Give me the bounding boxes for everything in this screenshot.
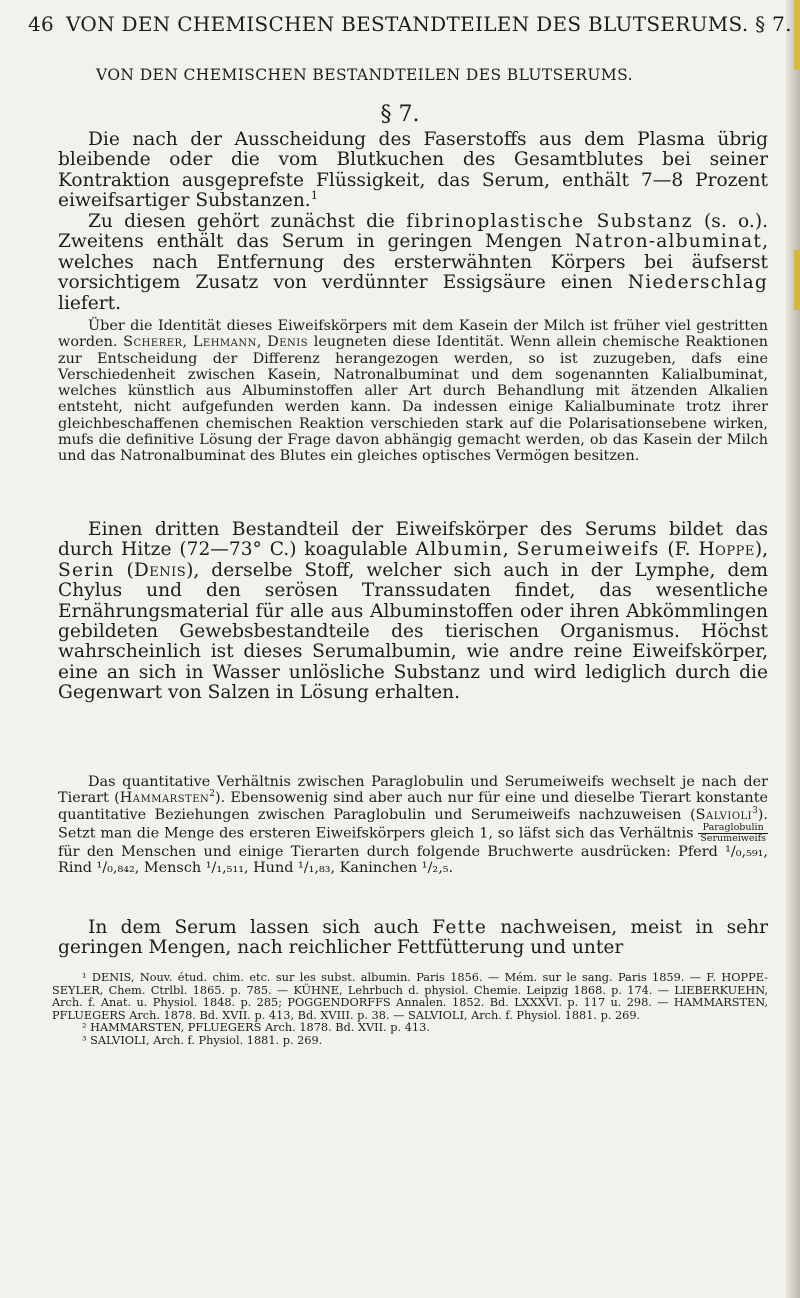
- footnotes: [52, 972, 768, 1048]
- fraction-denominator: Serumeiweifs: [700, 832, 766, 844]
- emphasis: Serumeiweifs: [516, 539, 660, 561]
- page-edge-mark: [794, 250, 800, 310]
- author-name: Hammarsten: [119, 790, 210, 807]
- page-edge: [786, 0, 800, 1298]
- page-edge-mark: [794, 0, 800, 70]
- author-name: Denis: [133, 559, 187, 581]
- fraction-numerator: Paraglobulin: [698, 823, 768, 834]
- section-heading: VON DEN CHEMISCHEN BESTANDTEILEN DES BLUTSERUMS.: [96, 66, 633, 84]
- ratio-fraction: [698, 823, 768, 844]
- paragraph-1: Die nach der Ausscheidung des Faserstoffs aus dem Plasma übrig bleibende oder die vom Blutkuchen des Gesamtblutes bei seiner Kontraktion ausgeprefste Flüssigkeit, das Serum, enthält 7—8 Prozent eiweifsartiger Substanzen.$^1$: [58, 129, 768, 212]
- page-number: 46: [28, 12, 55, 36]
- footnote-2: ² HAMMARSTEN, PFLUEGERS Arch. 1878. Bd. XVII. p. 413.: [82, 1021, 430, 1035]
- paragraph-4: In dem Serum lassen sich auch Fette nachweisen, meist in sehr geringen Mengen, nach reichlicher Fettfütterung und unter: [58, 917, 768, 959]
- footnote-ref: 2: [209, 789, 215, 800]
- footnote-3: ³ SALVIOLI, Arch. f. Physiol. 1881. p. 269.: [82, 1033, 323, 1047]
- paragraph-3: Einen dritten Bestandteil der Eiweifskörper des Serums bildet das durch Hitze (72—73° C.) koagulable Albumin, Serumeiweifs (F. Hoppe), Serin (Denis), derselbe Stoff, welcher sich auch in der Lymphe, dem Chylus und den serösen Transsudaten findet, das wesentliche Ernährungsmaterial für alle aus Albuminstoffen oder ihren Abkömmlingen gebildeten Gewebsbestandteile des tierischen Organismus. Höchst wahrscheinlich ist dieses Serumalbumin, wie andre reine Eiweifskörper, eine an sich in Wasser unlösliche Substanz und wird lediglich durch die Gegenwart von Salzen in Lösung erhalten.: [58, 519, 768, 704]
- author-name: Hoppe: [698, 539, 755, 561]
- emphasis: fibrinoplastische Substanz: [406, 211, 693, 232]
- footnote-1: ¹ DENIS, Nouv. étud. chim. etc. sur les subst. albumin. Paris 1856. — Mém. sur le sang. Paris 1859. — F. HOPPE-SEYLER, Chem. Ctrlbl. 1865. p. 785. — KÜHNE, Lehrbuch d. physiol. Chemie. Leipzig 1868. p. 174. — LIEBERKUEHN, Arch. f. Anat. u. Physiol. 1848. p. 285; POGGENDORFFS Annalen. 1852. Bd. LXXXVI. p. 117 u. 298. — HAMMARSTEN, PFLUEGERS Arch. 1878. Bd. XVII. p. 413, Bd. XVIII. p. 38. — SALVIOLI, Arch. f. Physiol. 1881. p. 269.: [52, 971, 768, 1022]
- author-name: Lehmann: [192, 334, 257, 351]
- author-name: Scherer: [123, 334, 183, 351]
- emphasis: Fette: [432, 917, 488, 938]
- footnote-ref: 1: [310, 188, 319, 203]
- running-head: [28, 8, 792, 40]
- small-print-note-2: Das quantitative Verhältnis zwischen Paraglobulin und Serumeiweifs wechselt je nach der Tierart (Hammarsten$^2$). Ebensowenig sind aber auch nur für eine und dieselbe Tierart konstante quantitative Beziehungen zwischen Paraglobulin und Serumeiweifs nachzuweisen (Salvioli$^3$). Setzt man die Menge des ersteren Eiweifskörpers gleich 1, so läfst sich das Verhältnis $\frac{\text{Paraglobulin}}{\text{Serumeiweifs}}$ für den Menschen und einige Tierarten durch folgende Bruchwerte ausdrücken: Pferd ¹/₀,₅₉₁, Rind ¹/₀,₈₄₂, Mensch ¹/₁,₅₁₁, Hund ¹/₁,₈₃, Kaninchen ¹/₂,₅.: [58, 774, 768, 877]
- paragraph-2: Zu diesen gehört zunächst die fibrinoplastische Substanz (s. o.). Zweitens enthält das Serum in geringen Mengen Natron-albuminat, welches nach Entfernung des ersterwähnten Körpers bei äufserst vorsichtigem Zusatz von verdünnter Essigsäure einen Niederschlag liefert.: [58, 211, 768, 314]
- emphasis: Natron-albuminat: [574, 231, 763, 253]
- section-number: § 7.: [380, 102, 420, 127]
- emphasis: Niederschlag: [627, 272, 768, 294]
- footnote-ref: 3: [752, 805, 758, 816]
- emphasis: Serin: [58, 559, 115, 581]
- emphasis: Albumin: [415, 539, 503, 561]
- author-name: Denis: [267, 334, 309, 351]
- running-title: VON DEN CHEMISCHEN BESTANDTEILEN DES BLUTSERUMS. § 7.: [66, 12, 792, 36]
- small-print-note-1: Über die Identität dieses Eiweifskörpers mit dem Kasein der Milch ist früher viel gestritten worden. Scherer, Lehmann, Denis leugneten diese Identität. Wenn allein chemische Reaktionen zur Entscheidung der Differenz herangezogen werden, so ist zuzugeben, dafs eine Verschiedenheit zwischen Kasein, Natronalbuminat und dem sogenannten Kalialbuminat, welches künstlich aus Albuminstoffen aller Art durch Behandlung mit ätzenden Alkalien entsteht, nicht aufgefunden werden kann. Da indessen einige Kalialbuminate trotz ihrer gleichbeschaffenen chemischen Reaktion verschieden stark auf die Polarisationsebene wirken, mufs die definitive Lösung der Frage davon abhängig gemacht werden, ob das Kasein der Milch und das Natronalbuminat des Blutes ein gleiches optisches Vermögen besitzen.: [58, 318, 768, 465]
- author-name: Salvioli: [695, 806, 753, 823]
